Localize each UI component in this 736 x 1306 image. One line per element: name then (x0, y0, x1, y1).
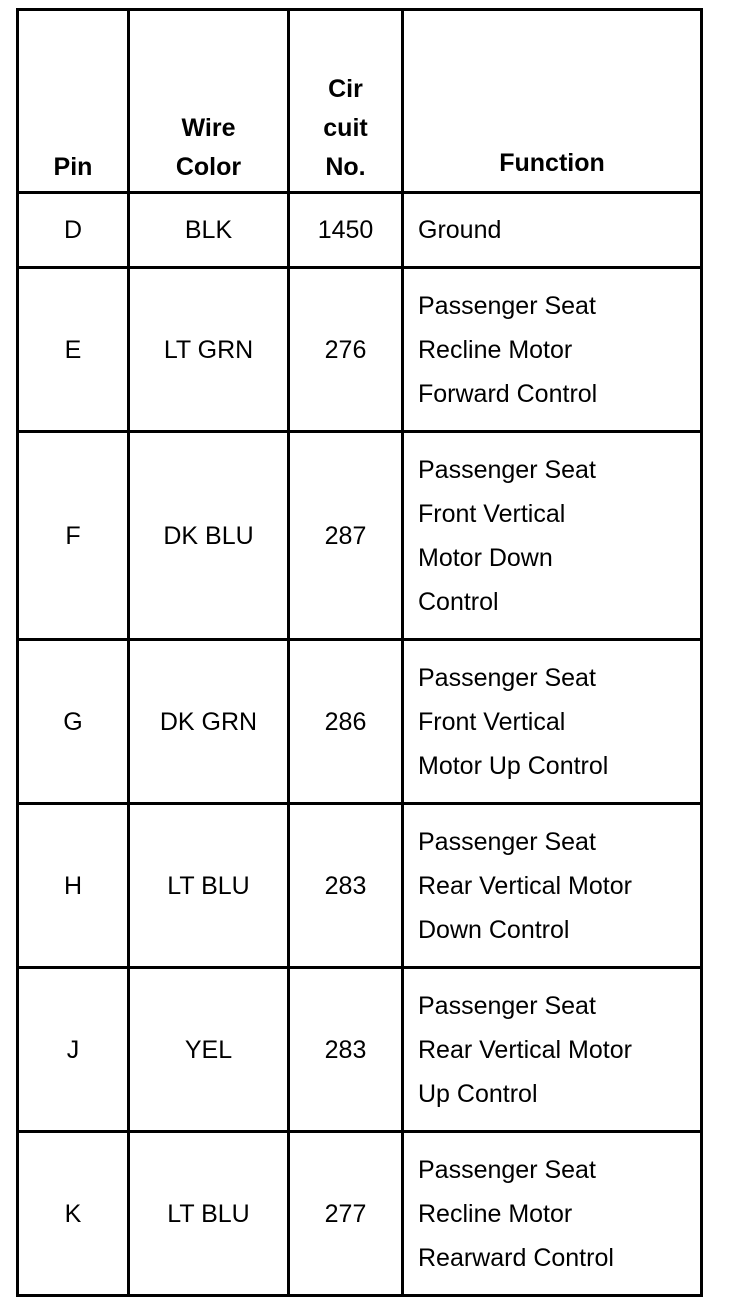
function-line: Rearward Control (418, 1243, 614, 1272)
function-cell (403, 193, 702, 268)
function-line: Forward Control (418, 379, 598, 408)
function-line: Down Control (418, 915, 570, 944)
function-cell (403, 432, 702, 640)
function-line: Motor Down (418, 543, 553, 572)
wire-color-cell: DK GRN (129, 640, 289, 804)
function-cell (403, 268, 702, 432)
function-cell (403, 968, 702, 1132)
header-circuit-no-line: cuit (323, 114, 368, 142)
circuit-no-cell: 283 (289, 804, 403, 968)
function-cell (403, 804, 702, 968)
table-row (18, 432, 702, 640)
table-row (18, 268, 702, 432)
pin-cell: K (18, 1132, 129, 1296)
function-line: Rear Vertical Motor (418, 1035, 632, 1064)
function-line: Passenger Seat (418, 291, 596, 320)
table-header-row (18, 10, 702, 193)
function-line: Recline Motor (418, 1199, 573, 1228)
function-line: Passenger Seat (418, 991, 596, 1020)
header-function-line: Function (499, 149, 605, 177)
function-line: Passenger Seat (418, 663, 596, 692)
header-circuit-no-line: Cir (328, 75, 363, 103)
circuit-no-cell: 276 (289, 268, 403, 432)
pin-cell: F (18, 432, 129, 640)
circuit-no-cell: 283 (289, 968, 403, 1132)
wire-color-cell: LT GRN (129, 268, 289, 432)
function-line: Up Control (418, 1079, 538, 1108)
header-wire-color (129, 10, 289, 193)
function-line: Motor Up Control (418, 751, 609, 780)
header-wire-color-line: Color (175, 153, 242, 181)
table-row (18, 1132, 702, 1296)
pin-cell: G (18, 640, 129, 804)
header-function (403, 10, 702, 193)
wire-color-cell: DK BLU (129, 432, 289, 640)
pin-cell: H (18, 804, 129, 968)
header-pin-line: Pin (53, 153, 93, 181)
function-line: Ground (418, 216, 502, 244)
pin-cell: E (18, 268, 129, 432)
function-line: Front Vertical (418, 499, 566, 528)
header-circuit-no-line: No. (325, 153, 366, 181)
header-circuit-no (289, 10, 403, 193)
circuit-no-cell: 287 (289, 432, 403, 640)
function-line: Recline Motor (418, 335, 573, 364)
table-row (18, 640, 702, 804)
circuit-no-cell: 286 (289, 640, 403, 804)
header-pin (18, 10, 129, 193)
wire-color-cell: BLK (129, 193, 289, 268)
wire-color-cell: LT BLU (129, 1132, 289, 1296)
wire-color-cell: LT BLU (129, 804, 289, 968)
function-line: Passenger Seat (418, 1155, 596, 1184)
function-line: Rear Vertical Motor (418, 871, 632, 900)
pin-cell: J (18, 968, 129, 1132)
header-wire-color-line: Wire (181, 114, 236, 142)
pin-cell: D (18, 193, 129, 268)
function-cell (403, 1132, 702, 1296)
wire-color-cell: YEL (129, 968, 289, 1132)
function-line: Passenger Seat (418, 827, 596, 856)
function-cell (403, 640, 702, 804)
circuit-no-cell: 1450 (289, 193, 403, 268)
function-line: Passenger Seat (418, 455, 596, 484)
circuit-no-cell: 277 (289, 1132, 403, 1296)
function-line: Front Vertical (418, 707, 566, 736)
function-line: Control (418, 587, 499, 616)
connector-pinout-table (16, 8, 703, 1297)
table-row (18, 804, 702, 968)
table-body (18, 193, 702, 1296)
table-row (18, 968, 702, 1132)
table-row (18, 193, 702, 268)
